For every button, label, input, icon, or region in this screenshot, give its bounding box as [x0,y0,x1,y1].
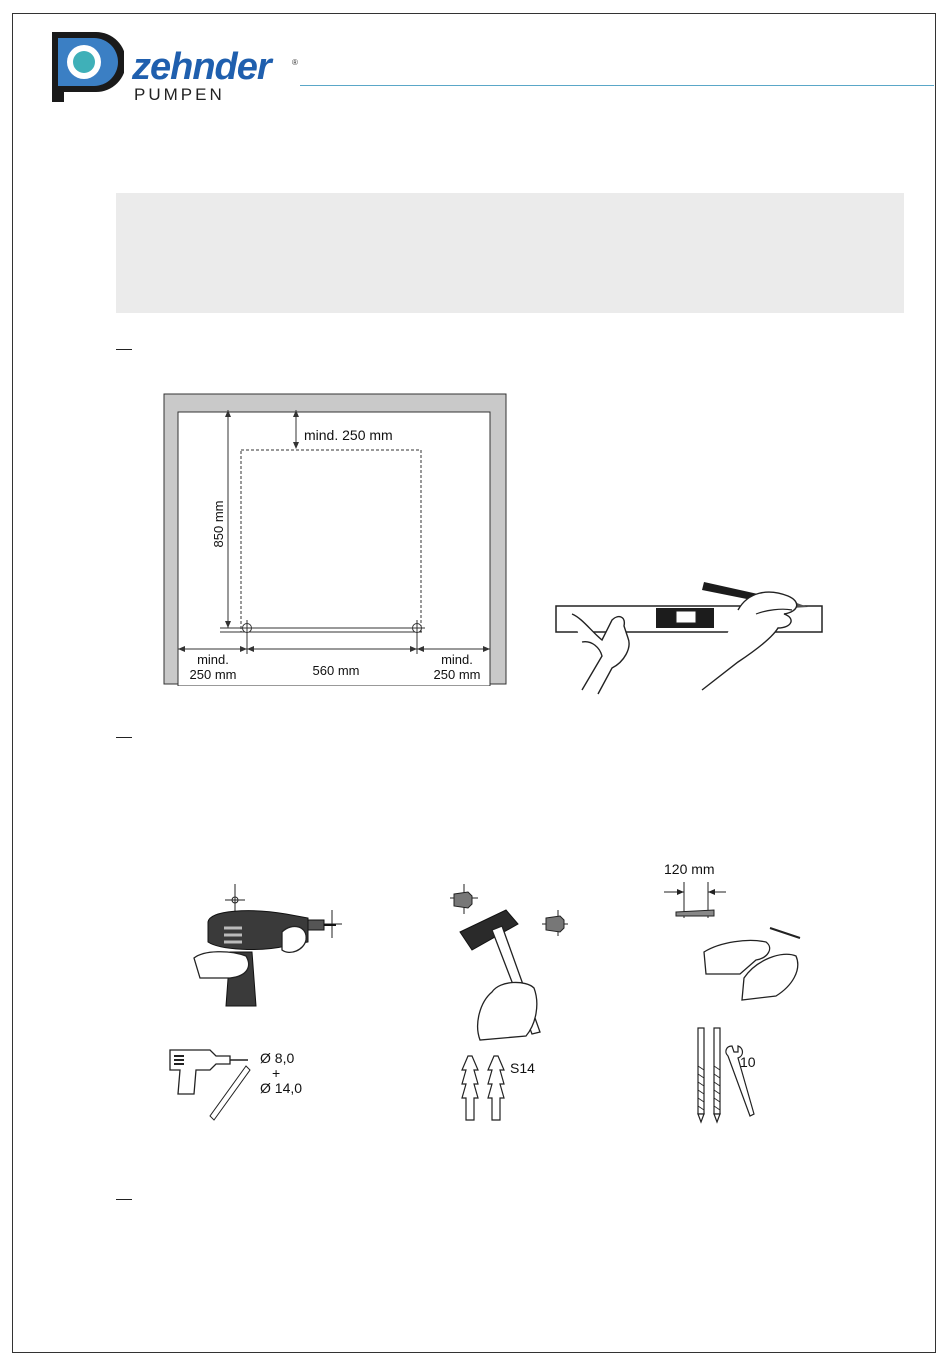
hammer-illustration [440,884,580,1044]
dowel-icon [458,1054,510,1124]
step-marker-3 [116,1199,132,1200]
brand-name: zehnder [132,46,271,88]
drill-plus: + [272,1065,281,1081]
dim-center-label: 560 mm [312,663,360,678]
drill-size-b: Ø 14,0 [260,1080,303,1096]
dim-right-label: mind. 250 mm [433,652,481,682]
wrench-size-label: 10 [740,1054,756,1070]
screw-setting-illustration [660,878,820,1008]
logo-mark-icon [44,26,124,104]
dim-top-label: mind. 250 mm [304,427,393,443]
zehnder-logo [44,26,304,106]
dim-height-label: 850 mm [211,500,226,548]
header-rule [300,85,934,86]
dim-left-label: mind. 250 mm [189,652,237,682]
brand-registered: ® [292,58,298,67]
step-marker-1 [116,349,132,350]
dowel-label: S14 [510,1060,535,1076]
brand-sub: PUMPEN [134,85,225,104]
screws-wrench-icon [692,1026,762,1126]
spirit-level-illustration [552,578,832,696]
drill-illustration [190,880,350,1010]
step-marker-2 [116,737,132,738]
info-box [116,193,904,313]
drill-tool-icon [166,1044,256,1124]
drill-size-a: Ø 8,0 [260,1050,295,1066]
screw-depth-label: 120 mm [664,861,715,877]
